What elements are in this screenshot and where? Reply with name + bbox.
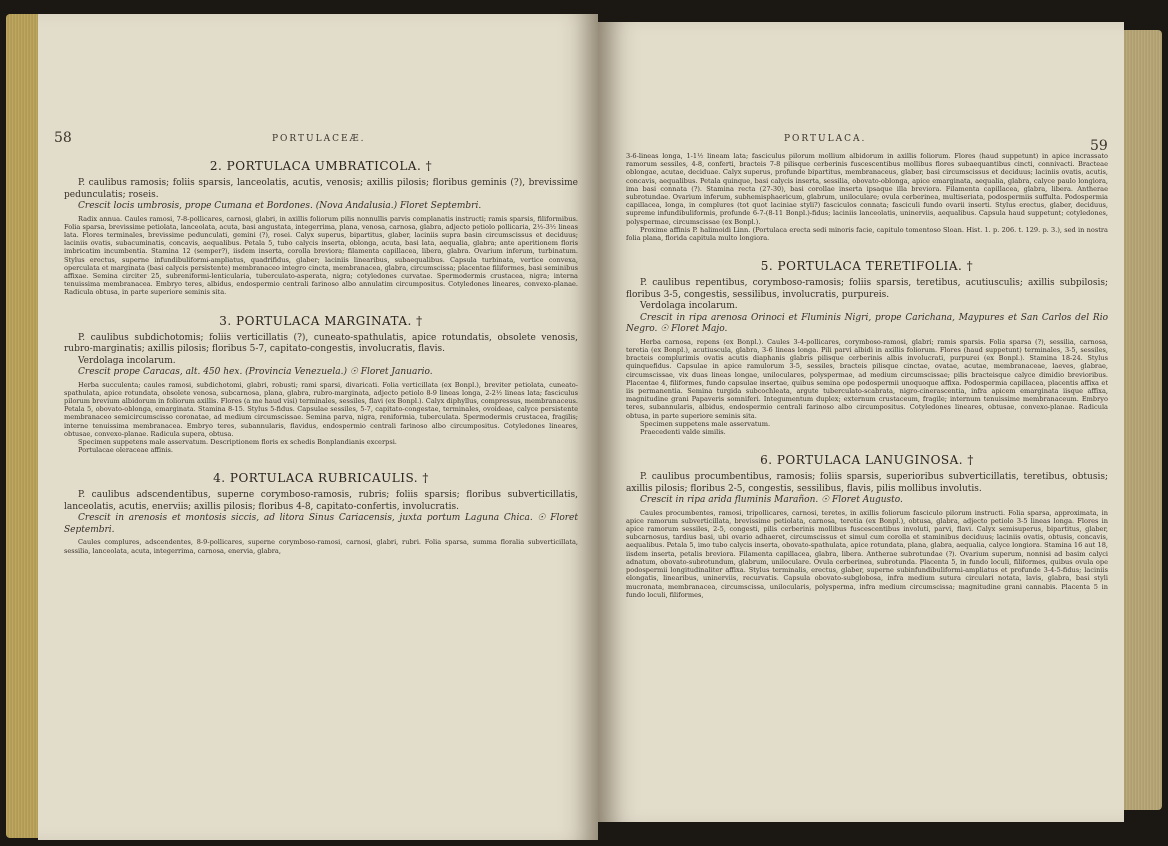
species-diagnosis: P. caulibus adscendentibus, superne corymboso-ramosis, rubris; foliis sparsis; floribus subverticillatis, lanceolatis, acutis, enerviis; axillis pilosis; floribus 4-8, capitato-confertis, involucratis. [64, 490, 578, 512]
right-page-number: 59 [1090, 138, 1108, 154]
left-running-head: PORTULACEÆ. [272, 134, 366, 144]
book-edge-left [6, 14, 40, 838]
continuation-note: Proxime affinis P. halimoidi Linn. (Portulaca erecta sedi minoris facie, capitulo tomentoso Sloan. Hist. 1. p. 206. t. 129. p. 3.), sed in nostra folia plana, florida capitula multo longiora. [626, 225, 1108, 243]
species-note: Portulacae oleraceae affinis. [78, 446, 173, 455]
right-page-text [626, 152, 1108, 599]
species-habitat: Crescit prope Caracas, alt. 450 hex. (Provincia Venezuela.) ☉ Floret Januario. [78, 367, 433, 378]
species-heading: 3. PORTULACA MARGINATA. † [219, 313, 423, 328]
species-habitat: Crescit locis umbrosis, prope Cumana et Bordones. (Nova Andalusia.) Floret Septembri. [78, 201, 482, 211]
species-vernacular: Verdolaga incolarum. [640, 301, 738, 312]
left-page-text [64, 154, 578, 555]
species-diagnosis: P. caulibus procumbentibus, ramosis; foliis sparsis, superioribus subverticillatis, teretibus, obtusis; axillis pilosis; floribus 2-5, congestis, sessilibus, flavis, pilis mollibus involutis. [626, 472, 1108, 494]
species-vernacular: Verdolaga incolarum. [78, 355, 176, 366]
species-note: Specimen suppetens male asservatum. Descriptionem floris ex schedis Bonplandianis excerpsi. [78, 437, 397, 446]
species-heading: 2. PORTULACA UMBRATICOLA. † [209, 159, 433, 173]
species-description: Radix annua. Caules ramosi, 7-8-pollicares, carnosi, glabri, in axillis foliorum pilis nonnullis parvis complanatis instructi; ramis sparsis, filiformibus. Folia sparsa, brevissime petiolata, lanceolata, acuta, basi angustata, integerrima, plana, venosa, carnosa, glabra, adjecto petiolo pollicaria, 2½-3½ lineas lata. Flores terminales, brevissime pedunculati, gemini (?), rosei. Calyx superus, bipartitus, glaber, laciniis supra basin circumscissus et deciduus; laciniis ovatis, subacuminatis, concavis, aequalibus. Petala 5, tubo calycis inserta, oblonga, acuta, basi lata, aequalia, glabra; ante aperitionem floris imbricatim incumbentia. Stamina 12 (semper?), iisdem inserta, corolla breviora; filamenta capillacea, libera, glabra. Ovarium inferum, turbinatum. Stylus erectus, superne infundibuliformi-ampliatus, quadrifidus, glaber; laciniis linearibus, subaequalibus. Capsula turbinata, vertice convexa, operculata et marginata (basi calycis persistente) membranaceo integro cincta, membranacea, glabra, circumscissa; placentae filiformes, basi seminibus affixae. Semina circiter 25, subreniformi-lenticularia, tuberculato-asperata, nigra; cotyledones curvatae. Spermodermis crustacea, nigra; interna tenuissima membranacea. Embryo teres, albidus, endospermio centrali farinoso albo annulatim circumpositus. Cotyledones lineares, convexo-planae. Radicula obtusa, in parte superiore seminis sita. [64, 214, 578, 297]
species-diagnosis: P. caulibus subdichotomis; foliis verticillatis (?), cuneato-spathulatis, apice rotundatis, obsolete venosis, rubro-marginatis; axillis pilosis; floribus 5-7, capitato-congestis, involucratis, flavis. [64, 332, 578, 355]
species-diagnosis: P. caulibus ramosis; foliis sparsis, lanceolatis, acutis, venosis; axillis pilosis; floribus geminis (?), brevissime pedunculatis; roseis. [64, 178, 578, 200]
left-page-number: 58 [54, 130, 72, 146]
species-description: Caules procumbentes, ramosi, tripollicares, carnosi, teretes, in axillis foliorum fasciculo pilorum instructi. Folia sparsa, approximata, in apice ramorum subverticillata, brevissime petiolata, carnosa, teretia (ex Bonpl.), obtusa, glabra, adjecto petiolo 3-5 lineas longa. Flores in apice ramorum sessiles, 2-5, congesti, pilis cerberinis mollibus fuscescentibus involuti, parvi, flavi. Calyx semisuperus, bipartitus, glaber, subcarnosus, tardius basi, ubi ovario adhaeret, circumscissus et simul cum corolla et staminibus deciduus; laciniis ovatis, obtusis, concavis, aequalibus. Petala 5, imo tubo calycis inserta, obovato-spathulata, apice rotundata, plana, glabra, aequalia, calyce longiora. Stamina 16 aut 18, iisdem inserta, petalis breviora. Filamenta capillacea, glabra, libera. Antherae subrotundae (?). Ovarium superum, nonnisi ad basim calyci adnatum, obovato-subrotundum, glabrum, uniloculare. Ovula cerberinea, subrotunda. Placenta 5, in fundo loculi, filiformes, quibus ovula ope podospermii longitudinaliter affixa. Stylus terminalis, erectus, glaber, superne subinfundibuliformi-ampliatus et profunde 3-4-5-fidus; laciniis elongatis, linearibus, uninerviis, recurvatis. Capsula obovato-subglobosa, infra medium sutura circulari notata, lavis, glabra, basi styli mucronata, membranacea, circumscissa, unilocularis, polysperma, infra medium circumscissa; magnitudine grani cannabis. Placenta 5 in fundo loculi, filiformes, [626, 508, 1108, 599]
species-note: Praecedenti valde similis. [640, 427, 726, 436]
species-description: Herba carnosa, repens (ex Bonpl.). Caules 3-4-pollicares, corymboso-ramosi, glabri; ramis sparsis. Folia sparsa (?), sessilia, carnosa, teretia (ex Bonpl.), acutiuscula, glabra, 3-6 lineas longa. Pili parvi albidi in axillis foliorum. Flores (haud suppetunt) terminales, 3-5, sessiles, bracteis complurimis ovatis acutis diaphanis glabris pilisque cerberinis albis involucrati, purpurei (ex Bonpl.). Stamina 18-24. Stylus quinquefidus. Capsulae in apice ramulorum 3-5, sessiles, bracteis pilisque cinctae, ovatae, acutae, membranaceae, laeves, glabrae, circumscissae, vix duas lineas longae, uniloculares, polyspermae, ad medium circumscissae; pilis bracteisque calyce dimidio brevioribus. Placentae 4, filiformes, fundo capsulae insertae, quibus semina ope podospermii unoquoque affixa. Podospermia capillacea, placentis affixa et iis permanentia. Semina turgida subcochleata, argute tuberculato-scabrata, nigro-cinerascentia, infra apicem emarginata iisque affixa, magnitudine grani Papaveris somniferi. Integumentum duplex; externum crustaceum, fragile; internum tenuissime membranaceum. Embryo teres, subannularis, albidus, endospermio centrali farinoso albo circumpositus. Cotyledones lineares, obtusae, convexo-planae. Radicula obtusa, in parte superiore seminis sita. [626, 337, 1108, 420]
species-description: Herba succulenta; caules ramosi, subdichotomi, glabri, robusti; rami sparsi, divaricati. Folia verticillata (ex Bonpl.), breviter petiolata, cuneato-spathulata, apice rotundata, obsolete venosa, subcarnosa, plana, glabra, rubro-marginata, adjecto petiolo 8-9 lineas longa, 2-2½ lineas lata; fasciculus pilorum brevium albidorum in foliorum axillis. Flores (a me haud visi) terminales, sessiles, flavi (ex Bonpl.). Calyx diphyllus, compressus, membranaceus. Petala 5, obovato-oblonga, emarginata. Stamina 8-15. Stylus 5-fidus. Capsulae sessiles, 5-7, capitato-congestae, terminales, ovoideae, calyce persistente membranaceo semicircumscisso coronatae, ad medium circumscissae. Semina parva, nigra, reniformia, tuberculata. Spermodermis crustacea, fragilis; interne tenuissima membranacea. Embryo teres, subannularis, flavidus, endospermio centrali farinoso albo circumpositus. Cotyledones lineares, obtusae, convexo-planae. Radicula supera, obtusa. [64, 380, 578, 438]
species-habitat: Crescit in ripa arenosa Orinoci et Fluminis Nigri, prope Carichana, Maypures et San Carlos del Rio Negro. ☉ Floret Majo. [626, 312, 1108, 335]
right-running-head: PORTULACA. [784, 134, 867, 144]
species-habitat: Crescit in arenosis et montosis siccis, ad litora Sinus Cariacensis, juxta portum Laguna Chica. ☉ Floret Septembri. [64, 513, 578, 535]
species-note: Specimen suppetens male asservatum. [640, 419, 771, 428]
right-page [598, 22, 1124, 822]
species-description: Caules complures, adscendentes, 8-9-pollicares, superne corymboso-ramosi, carnosi, glabri, rubri. Folia sparsa, summa floralia subverticillata, sessilia, lanceolata, acuta, integerrima, carnosa, enervia, glabra, [64, 538, 578, 555]
species-habitat: Crescit in ripa arida fluminis Marañon. ☉ Floret Augusto. [640, 495, 903, 506]
species-heading: 6. PORTULACA LANUGINOSA. † [760, 453, 974, 468]
continuation-text: 3-6-lineas longa, 1-1½ lineam lata; fasciculus pilorum mollium albidorum in axillis foliorum. Flores (haud suppetunt) in apice incrassato ramorum sessiles, 4-8, conferti, bracteis 7-8 pilisque cerberinis fuscescentibus mollibus flores subaequantibus cincti, connivacti. Bracteae oblongae, acutae, deciduae. Calyx superus, profunde bipartitus, membranaceus, glaber, basi circumscissus et deciduus; laciniis ovatis, acutis, concavis, aequalibus. Petala quinque, basi calycis inserta, sessilia, obovato-oblonga, apice emarginata, aequalia, glabra, calyce paulo longiora, ima basi connata (?). Stamina recta (27-30), basi corollae inserta ipsaque illa breviora. Filamenta capillacea, glabra, libera. Antherae subrotundae. Ovarium inferum, subhemisphaericum, glabrum, uniloculare; ovula cerberinea, multiseriata, podospermiis suffulta. Podospermia capillacea, longa, in complures (tot quot laciniae styli?) fasciculos connata; fasciculi fundo ovarii inserti. Stylus erectus, glaber, deciduus, supreme infundibuliformis, profunde 6-7-(8-11 Bonpl.)-fidus; laciniis lanceolatis, uninerviis, aequalibus. Capsula haud suppetunt; cotyledones, polyspermae, circumscissae (ex Bonpl.). [626, 152, 1108, 226]
species-diagnosis: P. caulibus repentibus, corymboso-ramosis; foliis sparsis, teretibus, acutiusculis; axillis subpilosis; floribus 3-5, congestis, sessilibus, involucratis, purpureis. [626, 278, 1108, 300]
species-heading: 4. PORTULACA RUBRICAULIS. † [213, 471, 429, 486]
species-heading: 5. PORTULACA TERETIFOLIA. † [760, 259, 974, 274]
book-edge-right [1120, 30, 1162, 810]
left-page [38, 14, 598, 840]
